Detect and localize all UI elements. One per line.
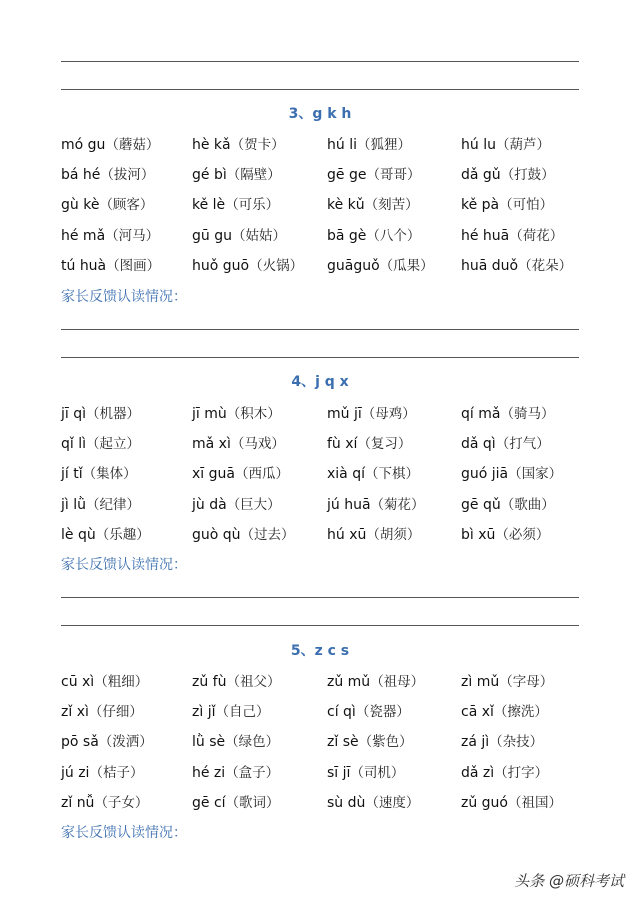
hanzi-text: （蘑菇） [105,137,160,153]
parent-feedback-label: 家长反馈认读情况： [61,557,187,573]
word-row [61,523,601,553]
hanzi-text: （马戏） [230,436,285,453]
word-item [61,761,143,781]
hanzi-text: （花朵） [518,257,573,274]
word-row [61,133,601,163]
word-item [327,730,413,750]
word-item [327,193,419,213]
word-item [61,700,143,720]
pinyin-text: jī mù [192,406,227,422]
hanzi-text: （西瓜） [234,466,289,483]
hanzi-text: （祖母） [370,674,425,690]
word-item [461,462,562,482]
pinyin-text: lǜ sè [192,734,226,751]
pinyin-text: xī guā [192,466,235,483]
pinyin-text: mǎ xì [192,436,231,453]
word-item [327,224,420,244]
word-item [61,730,153,750]
hanzi-text: （骑马） [500,406,555,422]
word-item [327,133,411,153]
hanzi-text: （八个） [366,227,421,244]
hanzi-text: （粗细） [94,674,149,690]
hanzi-text: （过去） [240,526,295,543]
word-item [192,133,285,153]
pinyin-text: zǐ xì [61,704,89,721]
hanzi-text: （火锅） [249,257,304,274]
pinyin-text: zá jì [461,734,490,751]
word-row [61,193,601,223]
pinyin-text: hé zi [192,764,226,781]
hanzi-text: （拔河） [100,167,155,184]
word-item [461,224,563,244]
pinyin-text: huǒ guō [192,257,250,274]
word-item [192,402,281,422]
pinyin-text: jù dà [192,496,227,513]
hanzi-text: （打字） [494,764,549,781]
word-item [192,254,303,274]
hanzi-text: （司机） [350,764,405,781]
pinyin-text: jì lǜ [61,496,86,513]
hanzi-text: （隔壁） [226,167,281,184]
hanzi-text: （打气） [495,436,550,453]
word-item [192,432,285,452]
pinyin-text: tú huà [61,257,107,274]
word-item [327,254,434,274]
hanzi-text: （贺卡） [230,137,285,153]
pinyin-text: zì mǔ [461,674,500,690]
word-row [61,224,601,254]
word-item [461,402,554,422]
word-row [61,791,601,821]
word-item [192,700,269,720]
word-row [61,700,601,730]
word-item [61,462,137,482]
hanzi-text: （自己） [215,704,270,721]
word-item [192,493,281,513]
pinyin-text: guāguǒ [327,257,380,274]
word-row [61,670,601,700]
pinyin-text: fù xí [327,436,358,453]
writing-line [61,329,579,330]
hanzi-text: （胡须） [366,526,421,543]
hanzi-text: （哥哥） [366,167,421,184]
word-item [461,670,553,690]
pinyin-text: zǔ mǔ [327,674,371,690]
hanzi-text: （下棋） [364,466,419,483]
pinyin-text: kè kǔ [327,197,365,214]
pinyin-text: qǐ lì [61,436,87,453]
word-item [192,730,279,750]
word-grid [61,133,601,284]
hanzi-text: （速度） [365,794,420,811]
word-row [61,462,601,492]
watermark: 头条 @硕科考试 [514,872,624,890]
word-item [61,254,160,274]
hanzi-text: （复习） [357,436,412,453]
word-row [61,254,601,284]
word-item [327,432,411,452]
pinyin-text: hé mǎ [61,227,106,244]
pinyin-text: zǔ fù [192,674,227,690]
word-item [461,163,555,183]
word-row [61,432,601,462]
word-item [461,700,548,720]
hanzi-text: （子女） [94,794,149,811]
hanzi-text: （杂技） [489,734,544,751]
hanzi-text: （荷花） [509,227,564,244]
hanzi-text: （乐趣） [95,526,150,543]
pinyin-text: gē cí [192,794,226,811]
pinyin-text: xià qí [327,466,365,483]
hanzi-text: （机器） [86,406,141,422]
pinyin-text: jī qì [61,406,87,422]
pinyin-text: kě lè [192,197,226,214]
pinyin-text: lè qù [61,526,96,543]
word-item [461,523,549,543]
word-row [61,493,601,523]
word-item [192,791,280,811]
hanzi-text: （打鼓） [500,167,555,184]
word-item [327,493,425,513]
hanzi-text: （顾客） [99,197,154,214]
word-row [61,163,601,193]
hanzi-text: （盒子） [225,764,280,781]
pinyin-text: hú xū [327,526,367,543]
word-item [327,462,419,482]
pinyin-text: huā duǒ [461,257,519,274]
hanzi-text: （紫色） [358,734,413,751]
writing-line [61,61,579,62]
word-item [461,761,548,781]
hanzi-text: （桔子） [89,764,144,781]
pinyin-text: bā gè [327,227,367,244]
word-item [192,163,281,183]
word-item [61,133,159,153]
word-row [61,402,601,432]
word-item [461,791,562,811]
word-item [327,670,424,690]
word-item [61,402,140,422]
hanzi-text: （积木） [226,406,281,422]
word-item [61,791,148,811]
word-item [327,700,410,720]
hanzi-text: （葫芦） [495,137,550,153]
writing-line [61,625,579,626]
pinyin-text: sù dù [327,794,366,811]
pinyin-text: hú li [327,137,357,153]
word-item [327,523,420,543]
word-item [327,163,420,183]
section-title: 4、j q x [291,374,349,390]
pinyin-text: mǔ jī [327,406,362,422]
word-row [61,761,601,791]
hanzi-text: （泼洒） [98,734,153,751]
word-item [461,730,543,750]
hanzi-text: （刻苦） [364,197,419,214]
writing-line [61,597,579,598]
word-item [61,432,140,452]
pinyin-text: guó jiā [461,466,509,483]
word-item [327,761,404,781]
hanzi-text: （歌词） [225,794,280,811]
word-item [461,193,553,213]
hanzi-text: （母鸡） [361,406,416,422]
hanzi-text: （狐狸） [356,137,411,153]
section-title: 5、z c s [290,643,350,659]
hanzi-text: （可怕） [499,197,554,214]
pinyin-text: mó gu [61,137,106,153]
parent-feedback-label: 家长反馈认读情况： [61,825,187,841]
hanzi-text: （瓜果） [379,257,434,274]
word-item [61,224,159,244]
pinyin-text: gù kè [61,197,100,214]
pinyin-text: qí mǎ [461,406,501,422]
pinyin-text: dǎ zì [461,764,495,781]
pinyin-text: guò qù [192,526,241,543]
pinyin-text: hú lu [461,137,496,153]
word-item [192,523,295,543]
pinyin-text: dǎ qì [461,436,496,453]
hanzi-text: （祖父） [226,674,281,690]
hanzi-text: （国家） [508,466,563,483]
word-item [192,462,289,482]
hanzi-text: （擦洗） [493,704,548,721]
pinyin-text: bá hé [61,167,101,184]
word-item [61,670,148,690]
hanzi-text: （字母） [499,674,554,690]
pinyin-text: gé bì [192,167,227,184]
pinyin-text: zǐ nǚ [61,794,95,811]
pinyin-text: sī jī [327,764,351,781]
pinyin-text: jú zi [61,764,90,781]
hanzi-text: （歌曲） [500,496,555,513]
hanzi-text: （纪律） [86,496,140,513]
pinyin-text: zǔ guó [461,794,508,811]
parent-feedback-label: 家长反馈认读情况： [61,289,187,305]
pinyin-text: hè kǎ [192,137,231,153]
pinyin-text: jú huā [327,496,371,513]
word-item [461,432,550,452]
writing-line [61,357,579,358]
hanzi-text: （起立） [86,436,141,453]
pinyin-text: hé huā [461,227,510,244]
word-item [192,193,279,213]
pinyin-text: pō sǎ [61,734,99,751]
word-grid [61,402,601,553]
pinyin-text: zǐ sè [327,734,359,751]
pinyin-text: zì jǐ [192,704,216,721]
hanzi-text: （河马） [105,227,160,244]
hanzi-text: （必须） [495,526,550,543]
hanzi-text: （可乐） [225,197,280,214]
word-row [61,730,601,760]
pinyin-text: cū xì [61,674,95,690]
hanzi-text: （瓷器） [355,704,410,721]
word-grid [61,670,601,821]
pinyin-text: jí tǐ [61,466,83,483]
word-item [461,133,550,153]
pinyin-text: gū gu [192,227,232,244]
hanzi-text: （绿色） [225,734,280,751]
pinyin-text: bì xū [461,526,496,543]
word-item [461,493,555,513]
word-item [192,761,279,781]
word-item [61,193,153,213]
pinyin-text: dǎ gǔ [461,167,501,184]
section-title: 3、g k h [288,106,352,122]
pinyin-text: cā xǐ [461,704,494,721]
pinyin-text: cí qì [327,704,356,721]
pinyin-text: kě pà [461,197,500,214]
word-item [61,493,140,513]
word-item [61,163,154,183]
hanzi-text: （巨大） [226,496,281,513]
word-item [461,254,572,274]
word-item [327,402,416,422]
word-item [327,791,419,811]
writing-line [61,89,579,90]
hanzi-text: （仔细） [88,704,143,721]
hanzi-text: （姑姑） [231,227,286,244]
word-item [192,224,286,244]
hanzi-text: （祖国） [508,794,562,811]
hanzi-text: （图画） [106,257,161,274]
word-item [192,670,280,690]
word-item [61,523,150,543]
pinyin-text: gē qǔ [461,496,501,513]
hanzi-text: （集体） [82,466,137,483]
pinyin-text: gē ge [327,167,367,184]
hanzi-text: （菊花） [370,496,425,513]
